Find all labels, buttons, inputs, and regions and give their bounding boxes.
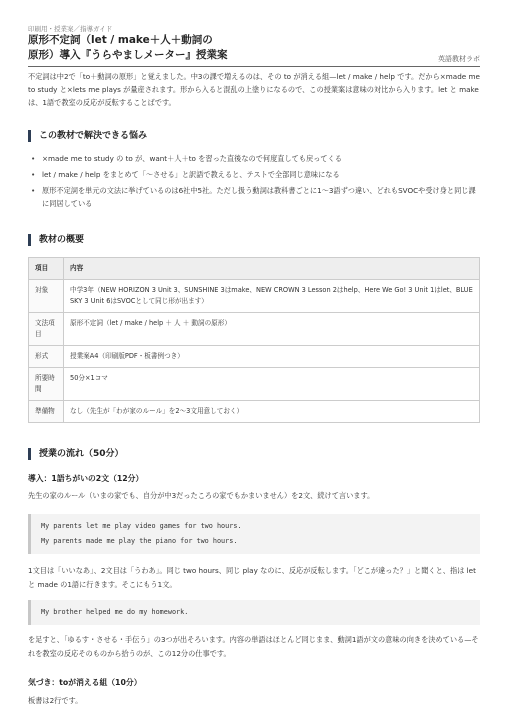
section-heading-overview: 教材の概要 (28, 234, 84, 246)
row-value: 授業案A4（印刷版PDF・板書例つき） (64, 346, 480, 368)
flow-intro-text: 先生の家のルール（いまの家でも、自分が中3だったころの家でもかまいません）を2文、続けて言います。 (28, 491, 375, 500)
page-title (28, 33, 358, 63)
table-header-item: 項目 (29, 258, 64, 280)
row-label: 文法項目 (29, 313, 64, 346)
example-sentences-block (28, 514, 480, 554)
table-row (29, 368, 480, 401)
row-label: 所要時間 (29, 368, 64, 401)
section-heading-flow: 授業の流れ（50分） (28, 448, 124, 460)
row-value: 原形不定詞（let / make / help ＋ 人 ＋ 動詞の原形） (64, 313, 480, 346)
list-item: • 原形不定詞を単元の文法に挙げているのは6社中5社。ただし扱う動詞は教科書ごとに1〜3語ずつ違い、どれもSVOCや受け身と同じ課に同居している (28, 184, 480, 210)
header-kicker: 印刷用・授業案／指導ガイド (28, 25, 113, 33)
intro-paragraph: 不定詞は中2で「to＋動詞の原形」と覚えました。中3の課で増えるのは、その to が消える組—let / make / help です。だから×made me to study と×lets me plays が量産されます。形から入ると混乱の上塗りになるので、この授業案は意味の対比から入ります。let と make は、1語で教室の反応が反転することばです。 (28, 72, 480, 107)
flow-part2-title: 気づき：toが消える組（10分） (28, 678, 142, 687)
table-row (29, 313, 480, 346)
row-label: 形式 (29, 346, 64, 368)
row-value: なし（先生が「わが家のルール」を2〜3文用意しておく） (64, 401, 480, 423)
flow-paragraph-2: 1文目は「いいなあ」、2文目は「うわあ」。同じ two hours、同じ play なのに、反応が反転します。「どこが違った？」と聞くと、指は let と made の1語に行きます。そこにもう1文。 (28, 566, 476, 589)
example-sentence: My parents let me play video games for two hours. (41, 522, 242, 530)
table-header-content: 内容 (64, 258, 480, 280)
table-row (29, 280, 480, 313)
list-item: • let / make / help をまとめて「〜させる」と訳語で教えると、テストで全部同じ意味になる (28, 168, 480, 181)
row-value: 50分×1コマ (64, 368, 480, 401)
flow-part2-text: 板書は2行です。 (28, 696, 83, 705)
overview-table (28, 257, 480, 423)
flow-intro-title: 導入：1語ちがいの2文（12分） (28, 474, 144, 483)
row-label: 対象 (29, 280, 64, 313)
example-sentence: My parents made me play the piano for two hours. (41, 537, 238, 545)
row-value: 中学3年（NEW HORIZON 3 Unit 3、SUNSHINE 3はmake、NEW CROWN 3 Lesson 2はhelp、Here We Go! 3 Unit 1はlet、BLUE SKY 3 Unit 6はSVOCとして同じ形が出ます） (64, 280, 480, 313)
page-title-line1: 原形不定詞（let / make＋人＋動詞の (28, 34, 213, 46)
section-heading-problems: この教材で解決できる悩み (28, 130, 147, 142)
page-title-line2: 原形）導入『うらやましメーター』授業案 (28, 49, 228, 61)
table-row (29, 401, 480, 423)
table-header-row (29, 258, 480, 280)
example-sentence: My brother helped me do my homework. (41, 608, 189, 616)
header-divider (28, 66, 480, 67)
row-label: 準備物 (29, 401, 64, 423)
brand-name: 英語教材ラボ (438, 55, 480, 63)
problem-list (28, 152, 480, 213)
flow-paragraph-3: を足すと、「ゆるす・させる・手伝う」の3つが出そろいます。内容の単語はほとんど同じまま、動詞1語が文の意味の向きを決めている—それを教室の反応そのものから拾うのが、この12分の仕事です。 (28, 635, 479, 658)
table-row (29, 346, 480, 368)
example-sentence-block-2 (28, 600, 480, 625)
list-item: • ×made me to study の to が、want＋人＋to を習った直後なので何度直しても戻ってくる (28, 152, 480, 165)
